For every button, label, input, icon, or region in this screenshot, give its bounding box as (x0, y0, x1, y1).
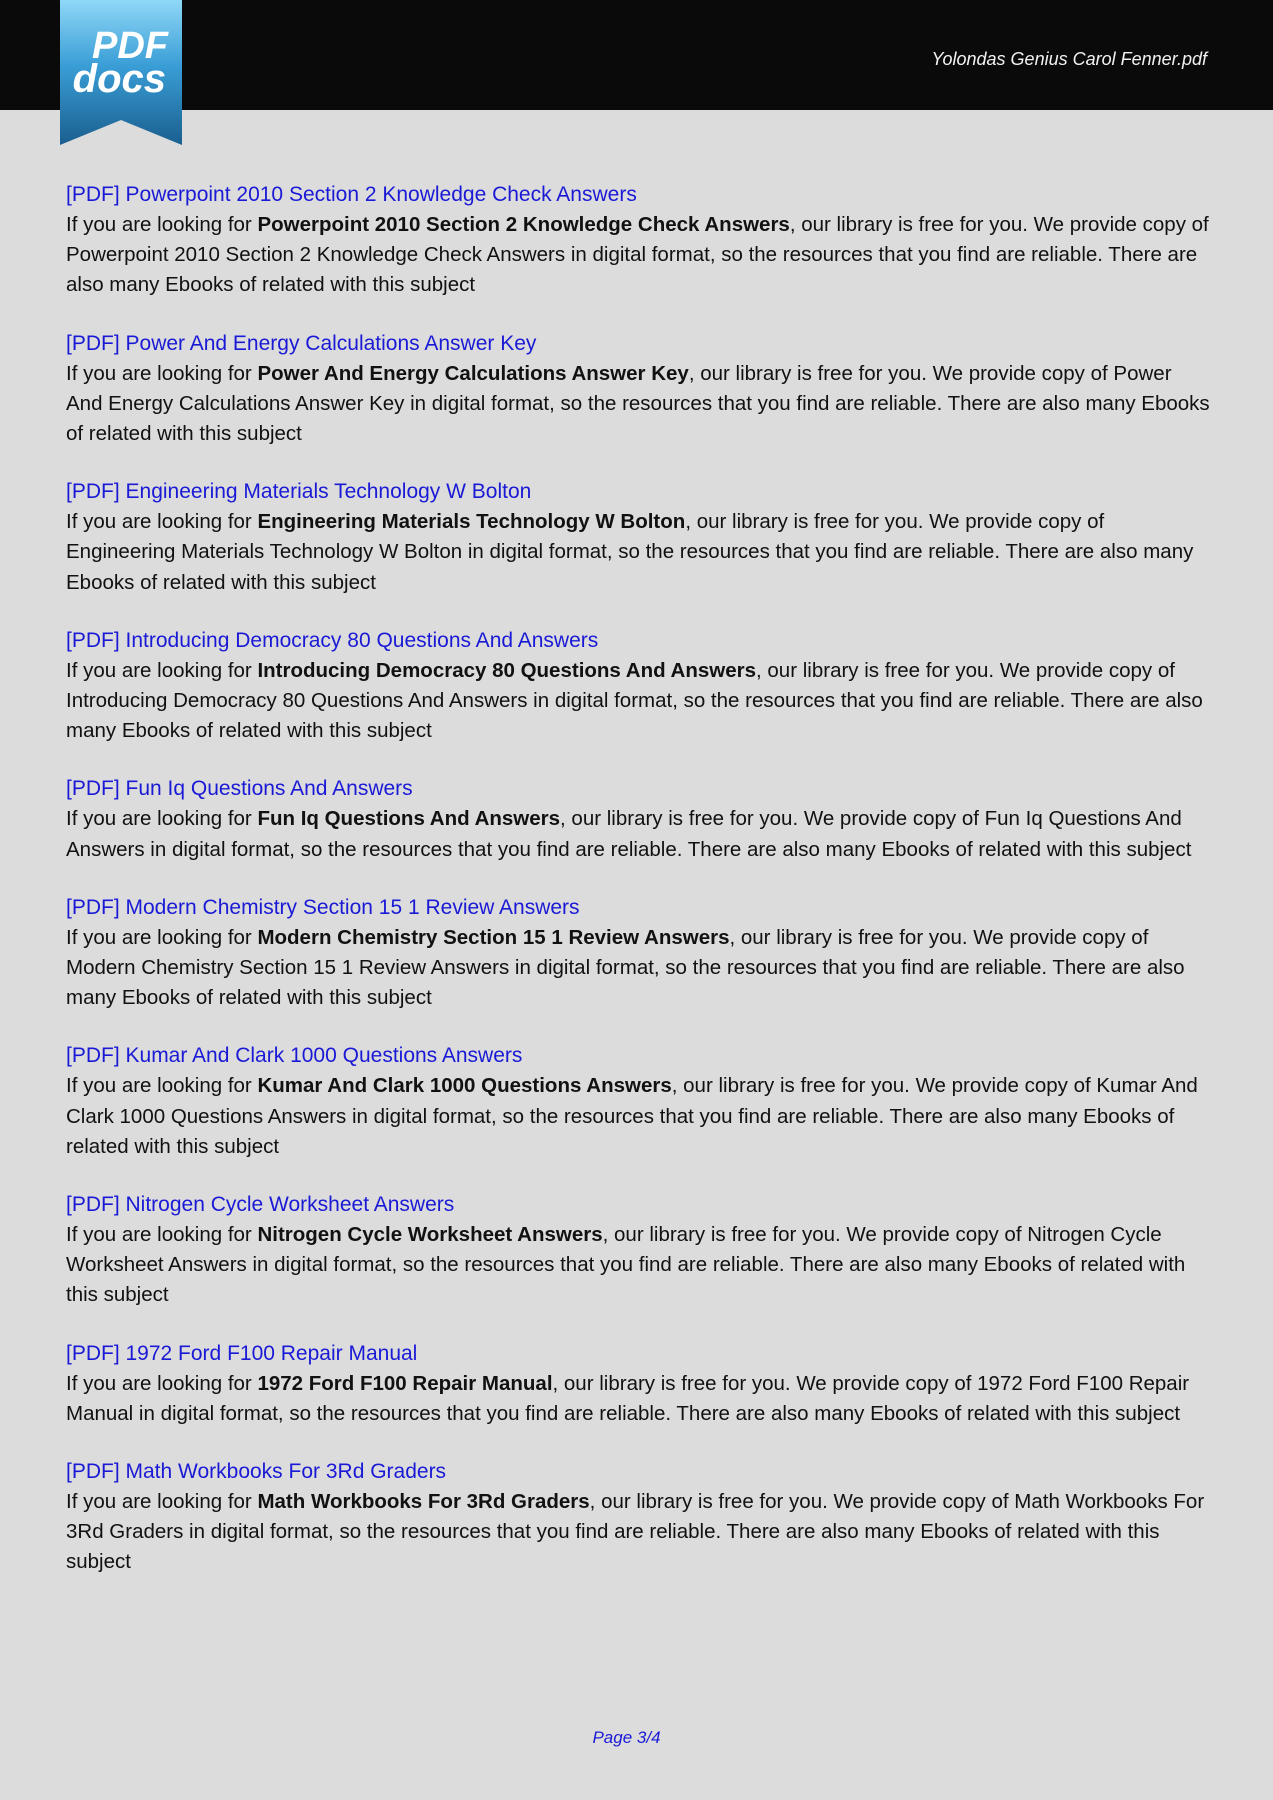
entry-rest-text: , our library is free for you. We provide copy of Powerpoint 2010 Section 2 Knowledge Check Answers in digital format, so the resources that you find are reliable. There are also many Ebooks of related with this subject (66, 213, 1209, 297)
entry-title-link[interactable]: [PDF] Nitrogen Cycle Worksheet Answers (66, 1193, 455, 1217)
entry-lead-text: If you are looking for (66, 1371, 258, 1395)
entry-bold-title: Fun Iq Questions And Answers (257, 807, 561, 831)
entry-description (66, 359, 1211, 450)
entry-rest-text: , our library is free for you. We provide copy of Modern Chemistry Section 15 1 Review Answers in digital format, so the resources that you find are reliable. There are also many Ebooks of related with this subject (66, 925, 1185, 1010)
entry-lead-text: If you are looking for (66, 925, 258, 949)
entry-title-link[interactable]: [PDF] Modern Chemistry Section 15 1 Review Answers (66, 895, 580, 919)
entry-bold-title: Powerpoint 2010 Section 2 Knowledge Check Answers (257, 213, 790, 236)
list-item (66, 626, 1211, 747)
entry-title-link[interactable]: [PDF] Math Workbooks For 3Rd Graders (66, 1460, 447, 1484)
entry-description (66, 210, 1211, 301)
entry-lead-text: If you are looking for (66, 1490, 258, 1514)
entry-title-link[interactable]: [PDF] 1972 Ford F100 Repair Manual (66, 1341, 418, 1365)
entry-description (66, 804, 1211, 864)
list-item (66, 1041, 1211, 1162)
list-item (66, 1339, 1211, 1429)
entry-description (66, 923, 1211, 1014)
page-number: Page 3/4 (592, 1728, 661, 1747)
list-item (66, 180, 1211, 301)
list-item (66, 329, 1211, 450)
entry-rest-text: , our library is free for you. We provide copy of Engineering Materials Technology W Bolton in digital format, so the resources that you find are reliable. There are also many Ebooks of related with this subject (66, 510, 1194, 594)
entry-lead-text: If you are looking for (66, 1074, 258, 1098)
entry-bold-title: Power And Energy Calculations Answer Key (257, 361, 689, 385)
entry-description (66, 656, 1211, 747)
pdf-docs-logo (60, 0, 182, 145)
entry-title-link[interactable]: [PDF] Powerpoint 2010 Section 2 Knowledge Check Answers (66, 183, 637, 206)
list-item (66, 477, 1211, 598)
entry-bold-title: Engineering Materials Technology W Bolton (257, 510, 686, 534)
entry-rest-text: , our library is free for you. We provide copy of Power And Energy Calculations Answer Key in digital format, so the resources that you find are reliable. There are also many Ebooks of related with this subject (66, 361, 1210, 446)
list-item (66, 893, 1211, 1014)
entry-bold-title: Kumar And Clark 1000 Questions Answers (257, 1074, 672, 1098)
entry-description (66, 507, 1211, 598)
entry-rest-text: , our library is free for you. We provide copy of Fun Iq Questions And Answers in digital format, so the resources that you find are reliable. There are also many Ebooks of related with this subject (66, 807, 1192, 861)
entry-description (66, 1487, 1211, 1578)
list-item (66, 1457, 1211, 1578)
entry-description (66, 1369, 1211, 1429)
entry-description (66, 1071, 1211, 1162)
entry-rest-text: , our library is free for you. We provide copy of Kumar And Clark 1000 Questions Answers in digital format, so the resources that you find are reliable. There are also many Ebooks of related with this subject (66, 1074, 1198, 1158)
entry-bold-title: 1972 Ford F100 Repair Manual (257, 1371, 553, 1395)
logo-text-docs: docs (72, 57, 166, 101)
entry-lead-text: If you are looking for (66, 510, 258, 534)
entry-title-link[interactable]: [PDF] Introducing Democracy 80 Questions And Answers (66, 628, 599, 652)
entry-title-link[interactable]: [PDF] Fun Iq Questions And Answers (66, 777, 413, 801)
entry-lead-text: If you are looking for (66, 361, 258, 385)
entry-rest-text: , our library is free for you. We provide copy of Math Workbooks For 3Rd Graders in digital format, so the resources that you find are reliable. There are also many Ebooks of related with this subject (66, 1490, 1205, 1574)
entry-description (66, 1220, 1211, 1311)
entry-rest-text: , our library is free for you. We provide copy of 1972 Ford F100 Repair Manual in digital format, so the resources that you find are reliable. There are also many Ebooks of related with this subject (66, 1371, 1190, 1425)
logo-text-pdf: PDF (92, 25, 168, 67)
list-item (66, 1190, 1211, 1311)
entry-lead-text: If you are looking for (66, 1223, 258, 1247)
entry-bold-title: Nitrogen Cycle Worksheet Answers (257, 1223, 603, 1247)
entry-list (66, 180, 1211, 1606)
entry-title-link[interactable]: [PDF] Kumar And Clark 1000 Questions Answers (66, 1044, 523, 1068)
entry-title-link[interactable]: [PDF] Power And Energy Calculations Answer Key (66, 331, 537, 355)
entry-bold-title: Modern Chemistry Section 15 1 Review Answers (257, 925, 730, 949)
entry-lead-text: If you are looking for (66, 213, 258, 236)
entry-bold-title: Math Workbooks For 3Rd Graders (257, 1490, 590, 1514)
entry-rest-text: , our library is free for you. We provide copy of Introducing Democracy 80 Questions And Answers in digital format, so the resources that you find are reliable. There are also many Ebooks of related with this subject (66, 658, 1203, 743)
list-item (66, 774, 1211, 864)
header-bar (0, 0, 1273, 110)
entry-rest-text: , our library is free for you. We provide copy of Nitrogen Cycle Worksheet Answers in digital format, so the resources that you find are reliable. There are also many Ebooks of related with this subject (66, 1223, 1186, 1307)
entry-bold-title: Introducing Democracy 80 Questions And Answers (257, 658, 757, 682)
document-filename: Yolondas Genius Carol Fenner.pdf (931, 49, 1207, 69)
entry-title-link[interactable]: [PDF] Engineering Materials Technology W Bolton (66, 480, 532, 504)
entry-lead-text: If you are looking for (66, 807, 258, 831)
entry-lead-text: If you are looking for (66, 658, 258, 682)
